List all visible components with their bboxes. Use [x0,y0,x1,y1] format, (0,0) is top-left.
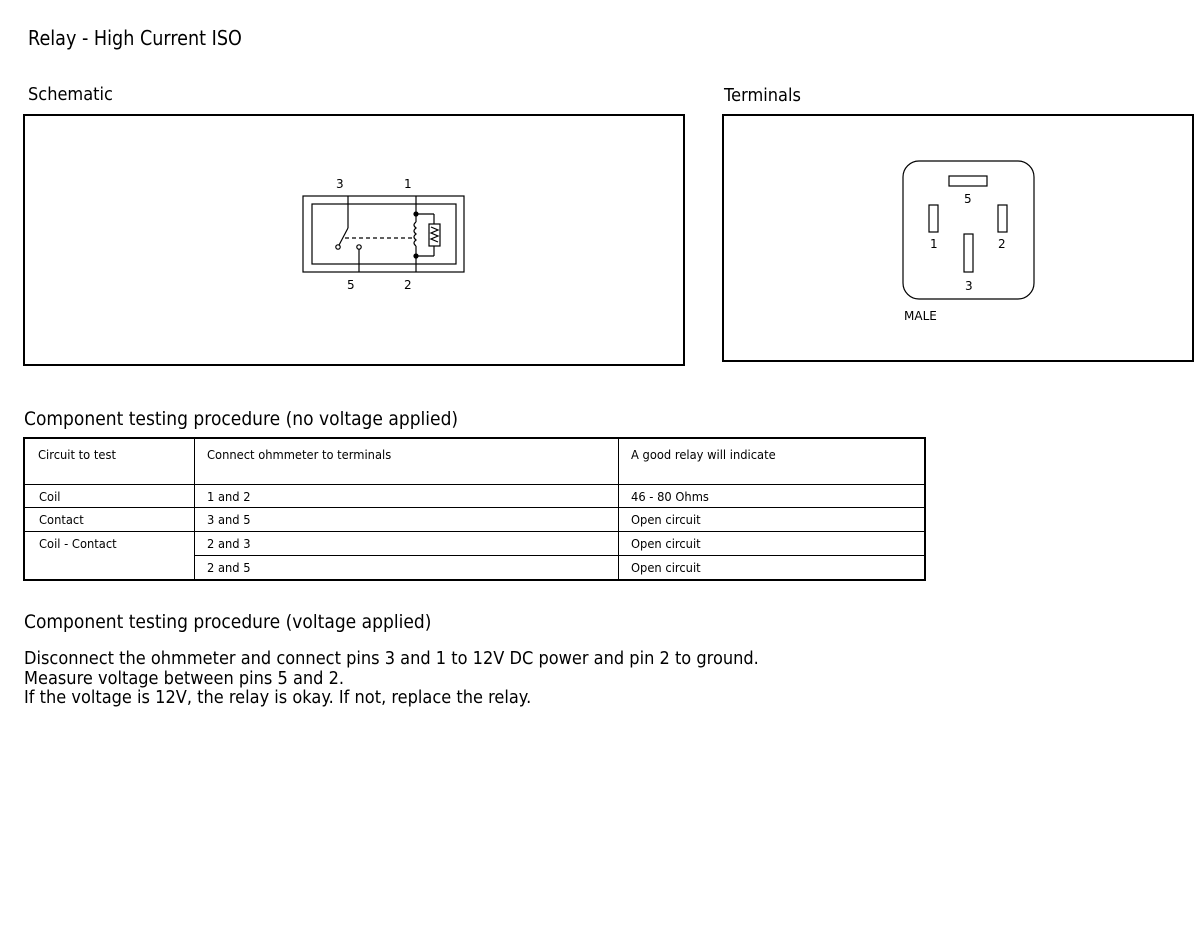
header-terminals: Connect ohmmeter to terminals [194,438,618,484]
schematic-label: Schematic [28,84,113,105]
cell-result: Open circuit [618,508,925,532]
cell-circuit: Coil [24,484,194,508]
schematic-pin-2: 2 [404,278,412,292]
schematic-pin-3: 3 [336,177,344,191]
voltage-test-instructions [24,649,759,708]
cell-terminals: 2 and 3 [194,531,618,556]
terminals-panel [722,114,1194,362]
table-row [24,531,925,556]
instruction-line: Measure voltage between pins 5 and 2. [24,667,345,689]
table-header-row [24,438,925,484]
terminal-blade-1 [929,205,938,232]
page-title: Relay - High Current ISO [28,26,242,50]
terminals-label: Terminals [724,85,801,106]
header-result: A good relay will indicate [618,438,925,484]
cell-result: 46 - 80 Ohms [618,484,925,508]
cell-circuit: Coil - Contact [24,531,194,580]
instruction-line: Disconnect the ohmmeter and connect pins 3 and 1 to 12V DC power and pin 2 to ground. [24,648,759,669]
terminal-pin-3: 3 [965,279,973,293]
terminal-blade-2 [998,205,1007,232]
cell-terminals: 2 and 5 [194,556,618,581]
cell-circuit: Contact [24,508,194,532]
table-row [24,484,925,508]
terminal-pin-1: 1 [930,237,938,251]
cell-terminals: 1 and 2 [194,484,618,508]
relay-schematic-diagram [25,116,683,364]
no-voltage-test-table [23,437,926,581]
connector-type-label: MALE [904,309,937,323]
header-circuit: Circuit to test [24,438,194,484]
schematic-panel [23,114,685,366]
instruction-line: If the voltage is 12V, the relay is okay. If not, replace the relay. [24,687,532,708]
cell-terminals: 3 and 5 [194,508,618,532]
connector-terminal-diagram [724,116,1192,360]
terminal-pin-5: 5 [964,192,972,206]
schematic-pin-1: 1 [404,177,412,191]
table-row [24,508,925,532]
cell-result: Open circuit [618,556,925,581]
terminal-blade-3 [964,234,973,272]
cell-result: Open circuit [618,531,925,556]
no-voltage-test-heading: Component testing procedure (no voltage applied) [24,408,459,430]
schematic-pin-5: 5 [347,278,355,292]
voltage-test-heading: Component testing procedure (voltage applied) [24,611,432,633]
terminal-blade-5 [949,176,987,186]
terminal-pin-2: 2 [998,237,1006,251]
coil-winding [414,222,416,246]
